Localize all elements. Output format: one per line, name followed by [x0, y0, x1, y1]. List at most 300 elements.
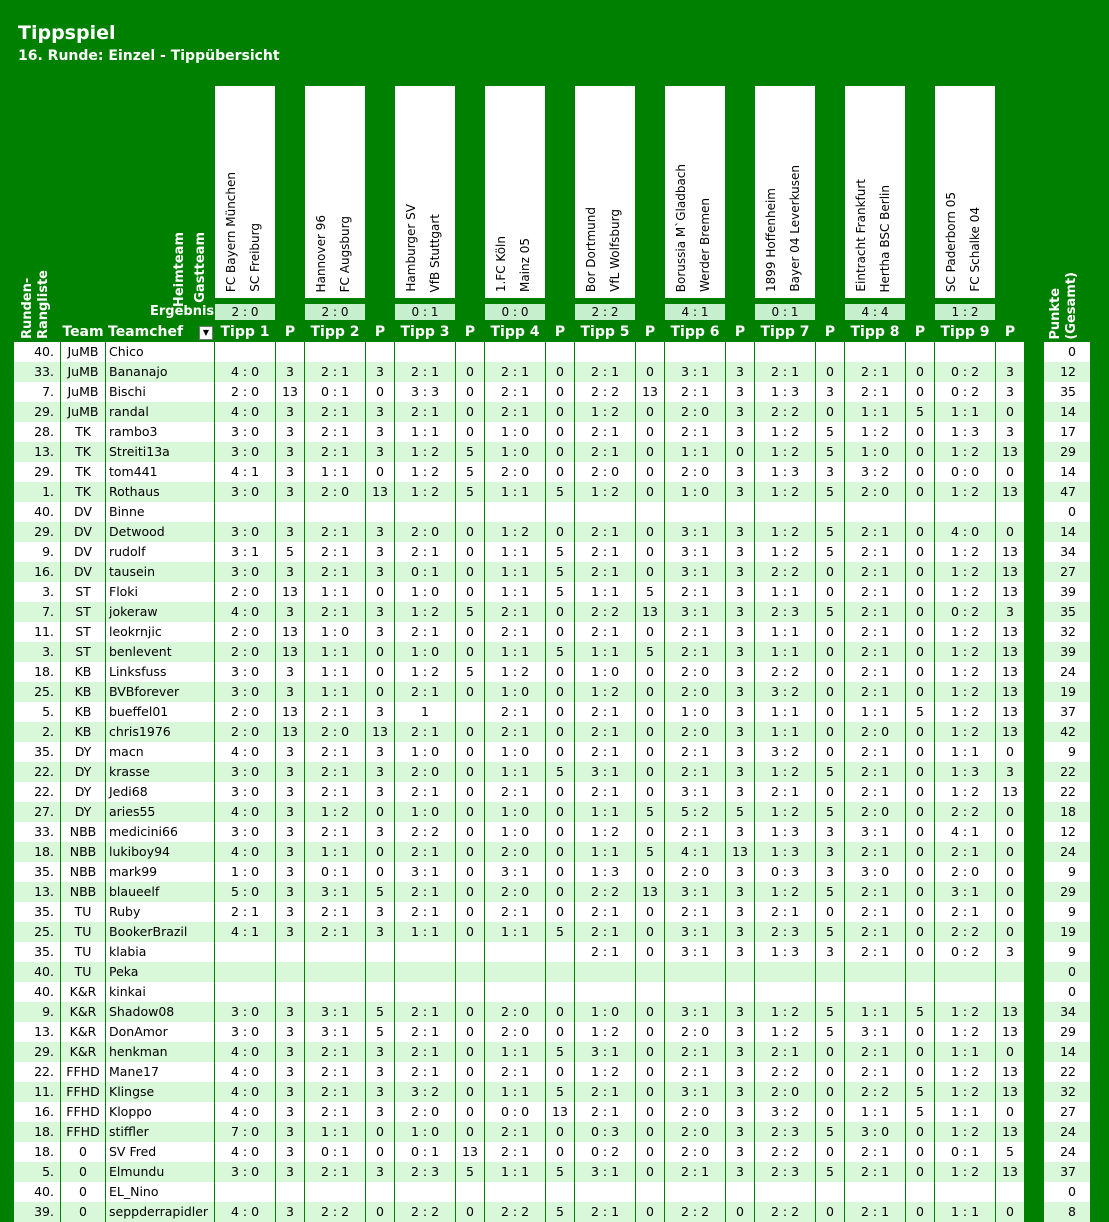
tipp-cell: 1 : 2	[755, 522, 815, 542]
rank-cell: 7.	[14, 602, 60, 622]
points-cell: 0	[546, 802, 574, 822]
points-cell: 0	[816, 1102, 844, 1122]
points-cell	[996, 1182, 1024, 1202]
total-points-cell: 12	[1044, 822, 1090, 842]
tipp-cell: 2 : 0	[485, 1022, 545, 1042]
team-cell: NBB	[61, 822, 105, 842]
table-row	[0, 442, 1109, 462]
tipp-cell	[485, 942, 545, 962]
tipp-cell: 3 : 1	[935, 882, 995, 902]
tipp-cell	[755, 1182, 815, 1202]
points-cell: 0	[456, 782, 484, 802]
points-cell: 3	[996, 362, 1024, 382]
team-cell: NBB	[61, 842, 105, 862]
rank-cell: 2.	[14, 722, 60, 742]
tipp-cell: 2 : 1	[575, 562, 635, 582]
points-column-header-5: P	[644, 324, 656, 340]
teamchef-cell: Linksfuss	[106, 662, 214, 682]
home-team-name: FC Bayern München	[224, 171, 238, 292]
rank-cell: 13.	[14, 442, 60, 462]
points-cell	[546, 962, 574, 982]
team-cell: NBB	[61, 882, 105, 902]
tipp-cell: 2 : 2	[755, 562, 815, 582]
tipp-cell: 2 : 0	[215, 582, 275, 602]
table-row	[0, 982, 1109, 1002]
tipp-cell: 1 : 3	[755, 842, 815, 862]
tipp-cell	[755, 982, 815, 1002]
tipp-cell: 1 : 2	[935, 1162, 995, 1182]
points-cell: 5	[546, 1162, 574, 1182]
points-cell	[636, 1182, 664, 1202]
tipp-cell: 2 : 1	[485, 1122, 545, 1142]
points-cell: 0	[816, 1042, 844, 1062]
tipp-cell: 1 : 0	[575, 662, 635, 682]
tipp-cell: 2 : 1	[935, 842, 995, 862]
team-cell: DY	[61, 782, 105, 802]
tipp-cell: 2 : 2	[755, 662, 815, 682]
points-cell: 3	[276, 762, 304, 782]
points-cell: 5	[816, 762, 844, 782]
tipp-cell: 2 : 0	[485, 882, 545, 902]
tipp-cell: 1 : 0	[395, 642, 455, 662]
tipp-cell: 2 : 2	[755, 1062, 815, 1082]
tipp-cell: 3 : 0	[215, 1002, 275, 1022]
points-cell: 13	[996, 622, 1024, 642]
teamchef-cell: macn	[106, 742, 214, 762]
tipp-cell: 1 : 2	[935, 622, 995, 642]
points-cell: 0	[816, 782, 844, 802]
points-cell: 5	[726, 802, 754, 822]
tipp-cell: 2 : 0	[485, 462, 545, 482]
tipp-cell: 1 : 2	[305, 802, 365, 822]
points-cell: 13	[366, 482, 394, 502]
points-cell: 0	[546, 622, 574, 642]
points-cell: 0	[456, 762, 484, 782]
tipp-cell: 1 : 1	[845, 1002, 905, 1022]
teamchef-cell: Mane17	[106, 1062, 214, 1082]
teamchef-cell: Shadow08	[106, 1002, 214, 1022]
tipp-cell: 2 : 0	[305, 722, 365, 742]
points-cell: 3	[276, 422, 304, 442]
teamchef-cell: Bananajo	[106, 362, 214, 382]
points-cell: 0	[906, 1162, 934, 1182]
points-cell: 3	[726, 1102, 754, 1122]
tipp-cell: 1 : 2	[755, 802, 815, 822]
total-points-cell: 32	[1044, 622, 1090, 642]
points-cell: 0	[366, 642, 394, 662]
points-cell	[636, 962, 664, 982]
tipp-cell: 4 : 0	[215, 842, 275, 862]
tipp-cell: 2 : 2	[755, 1142, 815, 1162]
rank-cell: 25.	[14, 922, 60, 942]
tipp-column-header-2: Tipp 2	[310, 324, 360, 340]
tipp-cell	[395, 962, 455, 982]
points-cell: 3	[816, 842, 844, 862]
rank-cell: 13.	[14, 1022, 60, 1042]
teamchef-cell: rambo3	[106, 422, 214, 442]
table-row	[0, 582, 1109, 602]
teamchef-cell: tausein	[106, 562, 214, 582]
tipp-cell: 1 : 1	[755, 622, 815, 642]
points-cell: 0	[906, 442, 934, 462]
points-cell: 0	[906, 482, 934, 502]
points-cell: 0	[906, 1122, 934, 1142]
points-cell: 3	[276, 862, 304, 882]
tipp-cell: 2 : 1	[575, 782, 635, 802]
tipp-cell: 2 : 1	[845, 522, 905, 542]
match-result-3: 0 : 1	[395, 304, 455, 320]
points-cell: 0	[456, 422, 484, 442]
teamchef-cell: aries55	[106, 802, 214, 822]
points-cell: 0	[816, 722, 844, 742]
tipp-cell: 1 : 2	[845, 422, 905, 442]
points-cell: 3	[726, 542, 754, 562]
tipp-cell: 2 : 1	[395, 722, 455, 742]
total-points-cell: 14	[1044, 1042, 1090, 1062]
tipp-cell: 2 : 1	[575, 922, 635, 942]
rank-cell: 18.	[14, 1142, 60, 1162]
points-cell: 0	[636, 402, 664, 422]
points-cell: 0	[456, 842, 484, 862]
team-cell: DV	[61, 562, 105, 582]
points-cell: 3	[276, 562, 304, 582]
tipp-cell: 1 : 3	[935, 422, 995, 442]
rank-cell: 27.	[14, 802, 60, 822]
tipp-cell: 2 : 0	[665, 722, 725, 742]
table-row	[0, 862, 1109, 882]
tipp-cell: 3 : 1	[845, 822, 905, 842]
rank-cell: 3.	[14, 642, 60, 662]
points-cell: 0	[996, 882, 1024, 902]
tipp-cell: 2 : 2	[395, 822, 455, 842]
tipp-cell	[665, 962, 725, 982]
table-row	[0, 902, 1109, 922]
tipp-cell	[485, 982, 545, 1002]
rank-cell: 11.	[14, 622, 60, 642]
points-cell: 0	[456, 1022, 484, 1042]
ergebnis-label: Ergebnis	[150, 304, 215, 319]
points-cell: 5	[906, 702, 934, 722]
team-cell: FFHD	[61, 1122, 105, 1142]
team-cell: JuMB	[61, 342, 105, 362]
points-cell: 0	[546, 782, 574, 802]
team-cell: 0	[61, 1182, 105, 1202]
points-cell: 5	[816, 1002, 844, 1022]
tipp-cell: 1 : 2	[935, 782, 995, 802]
tipp-cell: 2 : 3	[755, 922, 815, 942]
points-cell: 3	[726, 1142, 754, 1162]
team-cell: DV	[61, 502, 105, 522]
tipp-cell	[395, 982, 455, 1002]
rank-cell: 5.	[14, 1162, 60, 1182]
tipp-cell: 3 : 1	[305, 1022, 365, 1042]
teamchef-cell: lukiboy94	[106, 842, 214, 862]
teamchef-cell: Rothaus	[106, 482, 214, 502]
points-cell: 0	[816, 642, 844, 662]
teamchef-cell: Ruby	[106, 902, 214, 922]
page-subtitle: 16. Runde: Einzel - Tippübersicht	[18, 48, 280, 64]
rank-cell: 35.	[14, 862, 60, 882]
team-cell: KB	[61, 662, 105, 682]
tipp-cell: 2 : 1	[845, 1062, 905, 1082]
tipp-cell: 2 : 1	[305, 362, 365, 382]
rank-cell: 22.	[14, 1062, 60, 1082]
tipp-cell: 1 : 3	[575, 862, 635, 882]
tipp-cell: 2 : 1	[845, 382, 905, 402]
tipp-cell: 2 : 1	[845, 882, 905, 902]
total-points-cell: 14	[1044, 402, 1090, 422]
tipp-cell: 2 : 1	[305, 1082, 365, 1102]
points-cell: 0	[636, 942, 664, 962]
home-team-name: Borussia M`Gladbach	[674, 163, 688, 292]
tipp-cell: 3 : 1	[665, 1002, 725, 1022]
points-cell: 13	[996, 662, 1024, 682]
points-cell: 5	[906, 1002, 934, 1022]
points-cell	[996, 962, 1024, 982]
points-cell: 0	[816, 362, 844, 382]
table-row	[0, 1122, 1109, 1142]
tipp-cell: 2 : 1	[395, 362, 455, 382]
points-cell: 3	[726, 742, 754, 762]
tipp-cell: 3 : 0	[215, 482, 275, 502]
points-cell: 0	[546, 742, 574, 762]
teamchef-cell: Binne	[106, 502, 214, 522]
teamchef-cell: henkman	[106, 1042, 214, 1062]
points-cell	[276, 962, 304, 982]
tipp-cell: 1 : 3	[755, 942, 815, 962]
table-row	[0, 922, 1109, 942]
tipp-cell	[215, 962, 275, 982]
points-cell: 0	[906, 1042, 934, 1062]
tipp-cell: 2 : 1	[485, 402, 545, 422]
table-row	[0, 762, 1109, 782]
points-cell: 0	[636, 1102, 664, 1122]
table-row	[0, 1182, 1109, 1202]
tipp-cell: 2 : 1	[845, 642, 905, 662]
points-cell: 5	[546, 762, 574, 782]
tipp-cell: 0 : 3	[575, 1122, 635, 1142]
points-cell: 5	[366, 882, 394, 902]
tipp-cell: 3 : 0	[215, 682, 275, 702]
points-cell: 0	[906, 522, 934, 542]
tipp-cell: 2 : 2	[575, 382, 635, 402]
tipp-cell: 0 : 0	[485, 1102, 545, 1122]
points-cell: 3	[276, 482, 304, 502]
rank-cell: 35.	[14, 902, 60, 922]
points-cell: 0	[456, 862, 484, 882]
points-cell	[816, 342, 844, 362]
points-cell: 0	[636, 1202, 664, 1222]
tipp-cell: 1 : 0	[305, 622, 365, 642]
points-cell: 3	[276, 662, 304, 682]
tipp-cell: 2 : 0	[215, 642, 275, 662]
tipp-cell: 4 : 1	[215, 922, 275, 942]
points-cell: 3	[726, 642, 754, 662]
points-cell: 13	[996, 642, 1024, 662]
rank-cell: 9.	[14, 542, 60, 562]
tipp-cell: 2 : 1	[305, 1102, 365, 1122]
total-points-cell: 32	[1044, 1082, 1090, 1102]
points-cell: 3	[726, 822, 754, 842]
points-cell: 3	[366, 542, 394, 562]
points-cell: 3	[276, 1122, 304, 1142]
tipp-cell: 4 : 0	[215, 1042, 275, 1062]
tipp-cell: 1 : 3	[935, 762, 995, 782]
table-row	[0, 342, 1109, 362]
points-cell: 0	[906, 1202, 934, 1222]
tipp-cell: 4 : 0	[215, 1082, 275, 1102]
total-points-cell: 9	[1044, 742, 1090, 762]
tipp-cell: 2 : 1	[305, 1042, 365, 1062]
points-cell: 0	[996, 802, 1024, 822]
tipp-cell: 2 : 2	[845, 1082, 905, 1102]
points-cell: 0	[366, 862, 394, 882]
tipp-cell: 2 : 1	[845, 1142, 905, 1162]
tipp-cell: 2 : 1	[575, 522, 635, 542]
tipp-cell: 2 : 2	[935, 922, 995, 942]
tipp-cell: 2 : 2	[755, 1202, 815, 1222]
teamchef-cell: bueffel01	[106, 702, 214, 722]
tipp-cell: 1 : 1	[755, 702, 815, 722]
teamchef-cell: Klingse	[106, 1082, 214, 1102]
points-cell: 0	[636, 862, 664, 882]
tipp-cell: 1 : 0	[485, 742, 545, 762]
tipp-cell: 3 : 1	[575, 1042, 635, 1062]
tipp-cell: 1 : 0	[575, 1002, 635, 1022]
points-cell: 3	[726, 1022, 754, 1042]
tipp-cell: 5 : 2	[665, 802, 725, 822]
points-cell: 0	[906, 842, 934, 862]
points-cell: 0	[906, 662, 934, 682]
tipp-cell: 1 : 2	[935, 722, 995, 742]
points-cell: 3	[726, 1002, 754, 1022]
table-row	[0, 1162, 1109, 1182]
tipp-cell: 2 : 2	[305, 1202, 365, 1222]
tipp-cell: 2 : 0	[665, 1022, 725, 1042]
match-header-8	[845, 86, 905, 298]
points-cell: 3	[726, 382, 754, 402]
total-points-cell: 9	[1044, 902, 1090, 922]
total-points-cell: 29	[1044, 442, 1090, 462]
match-header-7	[755, 86, 815, 298]
total-points-cell: 0	[1044, 502, 1090, 522]
points-cell: 0	[996, 1102, 1024, 1122]
filter-dropdown-button[interactable]: ▼	[199, 326, 213, 340]
total-points-cell: 24	[1044, 1142, 1090, 1162]
tipp-cell: 3 : 1	[665, 522, 725, 542]
tipp-cell: 2 : 1	[485, 722, 545, 742]
points-cell: 0	[636, 902, 664, 922]
points-cell: 0	[456, 402, 484, 422]
points-cell: 13	[996, 782, 1024, 802]
points-cell: 3	[726, 722, 754, 742]
points-column-header-9: P	[1004, 324, 1016, 340]
tipp-cell: 3 : 1	[665, 362, 725, 382]
points-cell: 0	[456, 1062, 484, 1082]
points-cell: 3	[276, 682, 304, 702]
tipp-cell: 1 : 2	[395, 662, 455, 682]
team-cell: DY	[61, 762, 105, 782]
points-cell: 13	[996, 582, 1024, 602]
points-cell: 13	[636, 882, 664, 902]
table-row	[0, 1102, 1109, 1122]
table-row	[0, 662, 1109, 682]
tipp-cell: 2 : 3	[755, 602, 815, 622]
teamchef-cell: klabia	[106, 942, 214, 962]
tipp-cell: 1 : 1	[845, 702, 905, 722]
tipp-cell	[215, 502, 275, 522]
points-cell	[906, 962, 934, 982]
rank-cell: 29.	[14, 522, 60, 542]
table-row	[0, 782, 1109, 802]
tipp-cell: 2 : 1	[305, 762, 365, 782]
points-cell: 3	[366, 422, 394, 442]
tipp-column-header-9: Tipp 9	[940, 324, 990, 340]
tipp-cell: 1 : 2	[935, 1062, 995, 1082]
tipp-cell: 3 : 1	[665, 942, 725, 962]
match-result-4: 0 : 0	[485, 304, 545, 320]
points-cell: 5	[816, 602, 844, 622]
tipp-cell: 3 : 1	[575, 762, 635, 782]
points-cell: 0	[996, 1202, 1024, 1222]
tipp-cell: 1 : 2	[935, 562, 995, 582]
points-cell: 0	[636, 522, 664, 542]
tipp-cell: 2 : 1	[395, 1062, 455, 1082]
tipp-cell: 2 : 0	[845, 802, 905, 822]
tipp-cell: 2 : 1	[575, 942, 635, 962]
points-cell: 0	[996, 822, 1024, 842]
table-row	[0, 382, 1109, 402]
team-cell: TU	[61, 942, 105, 962]
points-cell: 3	[366, 562, 394, 582]
points-cell: 0	[546, 882, 574, 902]
tipp-cell: 4 : 1	[665, 842, 725, 862]
rank-cell: 11.	[14, 1082, 60, 1102]
tipp-cell: 1 : 2	[395, 602, 455, 622]
match-header-9	[935, 86, 995, 298]
team-cell: K&R	[61, 1042, 105, 1062]
tipp-cell: 2 : 1	[575, 1082, 635, 1102]
points-cell: 5	[546, 562, 574, 582]
points-cell: 5	[366, 1022, 394, 1042]
points-cell: 13	[996, 542, 1024, 562]
tipp-cell: 3 : 2	[395, 1082, 455, 1102]
points-cell: 3	[366, 402, 394, 422]
tipp-cell: 2 : 1	[755, 362, 815, 382]
points-cell: 3	[726, 662, 754, 682]
team-cell: K&R	[61, 1002, 105, 1022]
points-cell: 13	[996, 562, 1024, 582]
points-cell: 0	[726, 442, 754, 462]
tipp-cell: 2 : 1	[395, 542, 455, 562]
tipp-cell	[215, 942, 275, 962]
points-cell: 13	[636, 602, 664, 622]
points-cell: 3	[276, 1062, 304, 1082]
tipp-cell: 2 : 1	[305, 402, 365, 422]
team-cell: JuMB	[61, 362, 105, 382]
tipp-cell: 2 : 1	[845, 562, 905, 582]
points-cell: 13	[996, 1062, 1024, 1082]
points-cell: 0	[996, 742, 1024, 762]
match-result-7: 0 : 1	[755, 304, 815, 320]
tipp-cell	[215, 342, 275, 362]
points-cell: 0	[366, 582, 394, 602]
points-cell: 0	[456, 742, 484, 762]
points-cell: 13	[276, 642, 304, 662]
match-header-5	[575, 86, 635, 298]
tipp-cell: 0 : 2	[935, 602, 995, 622]
team-cell: ST	[61, 602, 105, 622]
